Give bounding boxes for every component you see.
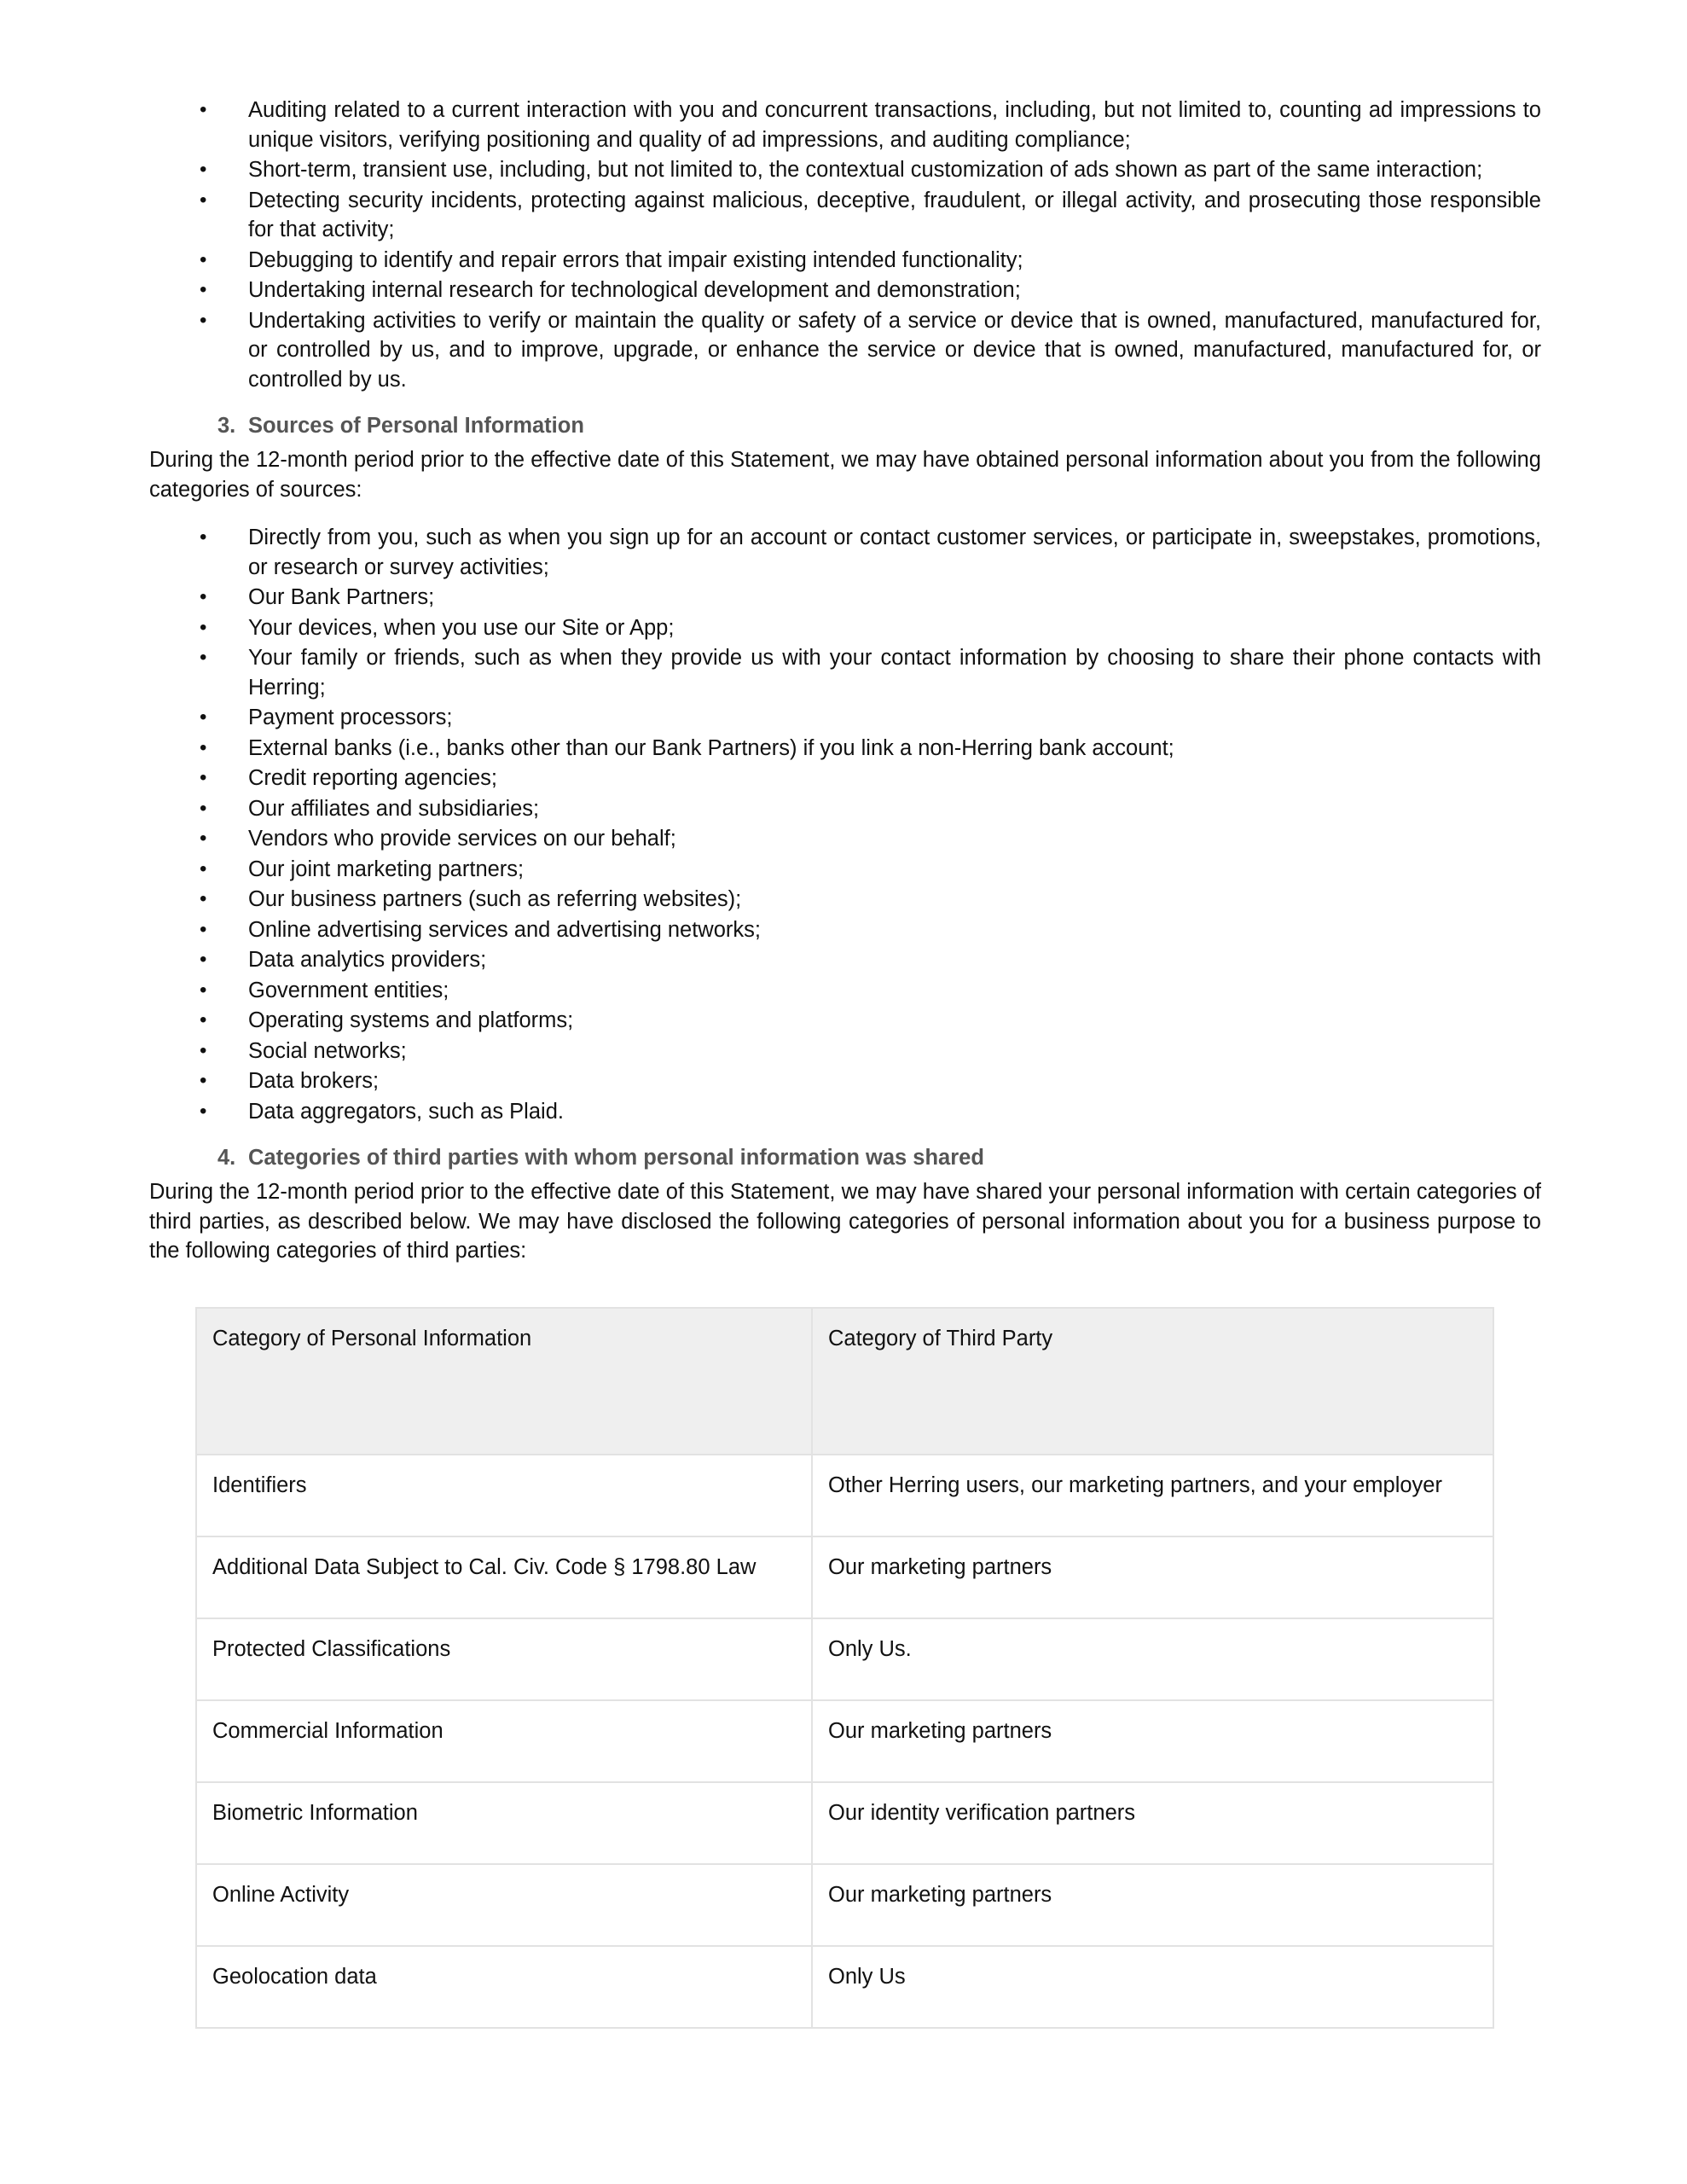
list-item: • Your family or friends, such as when they provide us with your contact information by choosing to share their phone contacts with Herring; <box>149 643 1541 702</box>
bullet-icon: • <box>200 526 207 549</box>
list-item: • Social networks; <box>149 1037 1541 1066</box>
bullet-icon: • <box>200 978 207 1002</box>
bullet-icon: • <box>200 1038 207 1062</box>
list-item: • Auditing related to a current interaction with you and concurrent transactions, including, but not limited to, counting ad impressions to unique visitors, verifying positioning and quality of ad impressions, and auditing compliance; <box>149 96 1541 154</box>
table-row <box>196 1536 1493 1618</box>
document-page <box>149 96 1541 1266</box>
table-cell: Our identity verification partners <box>812 1782 1493 1864</box>
bullet-icon: • <box>200 1069 207 1092</box>
list-item: • Data analytics providers; <box>149 945 1541 975</box>
third-party-table <box>195 1307 1494 2029</box>
list-item: • Our business partners (such as referring websites); <box>149 885 1541 915</box>
list-item: • External banks (i.e., banks other than our Bank Partners) if you link a non-Herring bank account; <box>149 734 1541 764</box>
bullet-icon: • <box>200 278 207 301</box>
bullet-icon: • <box>200 188 207 212</box>
table-cell: Identifiers <box>196 1455 812 1536</box>
table-cell: Only Us. <box>812 1618 1493 1700</box>
bullet-icon: • <box>200 308 207 332</box>
section-4-heading: 4. Categories of third parties with whom personal information was shared <box>217 1146 984 1170</box>
list-item: • Directly from you, such as when you sign up for an account or contact customer services, or participate in, sweepstakes, promotions, or research or survey activities; <box>149 523 1541 582</box>
bullet-icon: • <box>200 646 207 669</box>
bullet-icon: • <box>200 766 207 789</box>
bullet-icon: • <box>200 948 207 971</box>
table-row <box>196 1700 1493 1782</box>
bullet-icon: • <box>200 735 207 759</box>
table-cell: Commercial Information <box>196 1700 812 1782</box>
list-item: • Government entities; <box>149 976 1541 1006</box>
list-item: • Undertaking activities to verify or maintain the quality or safety of a service or device that is owned, manufactured, manufactured for, or controlled by us, and to improve, upgrade, or enhance the service or device that is owned, manufactured, manufactured for, or controlled by us. <box>149 306 1541 395</box>
list-item: • Vendors who provide services on our behalf; <box>149 824 1541 854</box>
table-cell: Online Activity <box>196 1864 812 1946</box>
list-item: • Our Bank Partners; <box>149 583 1541 613</box>
table-row <box>196 1618 1493 1700</box>
table-cell: Our marketing partners <box>812 1700 1493 1782</box>
table-cell: Our marketing partners <box>812 1864 1493 1946</box>
list-item: • Debugging to identify and repair errors that impair existing intended functionality; <box>149 246 1541 276</box>
list-item: • Data brokers; <box>149 1066 1541 1096</box>
bullet-icon: • <box>200 247 207 271</box>
section-3-intro: During the 12-month period prior to the effective date of this Statement, we may have obtained personal information about you from the following categories of sources: <box>149 448 1541 502</box>
table-row <box>196 1864 1493 1946</box>
table-cell: Protected Classifications <box>196 1618 812 1700</box>
bullet-icon: • <box>200 1008 207 1031</box>
table-header-row <box>196 1308 1493 1455</box>
bullet-icon: • <box>200 857 207 880</box>
bullet-icon: • <box>200 917 207 941</box>
bullet-icon: • <box>200 98 207 121</box>
table-row <box>196 1946 1493 2028</box>
list-item: • Detecting security incidents, protecting against malicious, deceptive, fraudulent, or illegal activity, and prosecuting those responsible for that activity; <box>149 186 1541 245</box>
table-cell: Other Herring users, our marketing partners, and your employer <box>812 1455 1493 1536</box>
table-cell: Additional Data Subject to Cal. Civ. Code § 1798.80 Law <box>196 1536 812 1618</box>
bullet-icon: • <box>200 158 207 181</box>
column-header: Category of Third Party <box>812 1308 1493 1455</box>
table-row <box>196 1455 1493 1536</box>
section-3-heading: 3. Sources of Personal Information <box>217 414 584 438</box>
list-item: • Credit reporting agencies; <box>149 764 1541 793</box>
bullet-icon: • <box>200 1099 207 1123</box>
table-cell: Geolocation data <box>196 1946 812 2028</box>
list-item: • Payment processors; <box>149 703 1541 733</box>
list-item: • Our affiliates and subsidiaries; <box>149 794 1541 824</box>
bullet-icon: • <box>200 585 207 608</box>
list-item: • Data aggregators, such as Plaid. <box>149 1097 1541 1127</box>
bullet-icon: • <box>200 887 207 910</box>
table-row <box>196 1782 1493 1864</box>
list-item: • Online advertising services and advertising networks; <box>149 915 1541 945</box>
bullet-icon: • <box>200 827 207 850</box>
list-item: • Short-term, transient use, including, but not limited to, the contextual customization of ads shown as part of the same interaction; <box>149 155 1541 185</box>
list-item: • Your devices, when you use our Site or App; <box>149 613 1541 643</box>
bullet-icon: • <box>200 615 207 639</box>
list-item: • Our joint marketing partners; <box>149 855 1541 885</box>
table-cell: Only Us <box>812 1946 1493 2028</box>
column-header: Category of Personal Information <box>196 1308 812 1455</box>
table-cell: Biometric Information <box>196 1782 812 1864</box>
sources-list <box>149 523 1541 1126</box>
business-purpose-list <box>149 96 1541 394</box>
list-item: • Operating systems and platforms; <box>149 1006 1541 1036</box>
table-cell: Our marketing partners <box>812 1536 1493 1618</box>
section-4-intro: During the 12-month period prior to the effective date of this Statement, we may have shared your personal information with certain categories of third parties, as described below. We may have disclosed the following categories of personal information about you for a business purpose to the following categories of third parties: <box>149 1180 1541 1263</box>
bullet-icon: • <box>200 796 207 820</box>
list-item: • Undertaking internal research for technological development and demonstration; <box>149 276 1541 305</box>
bullet-icon: • <box>200 706 207 729</box>
